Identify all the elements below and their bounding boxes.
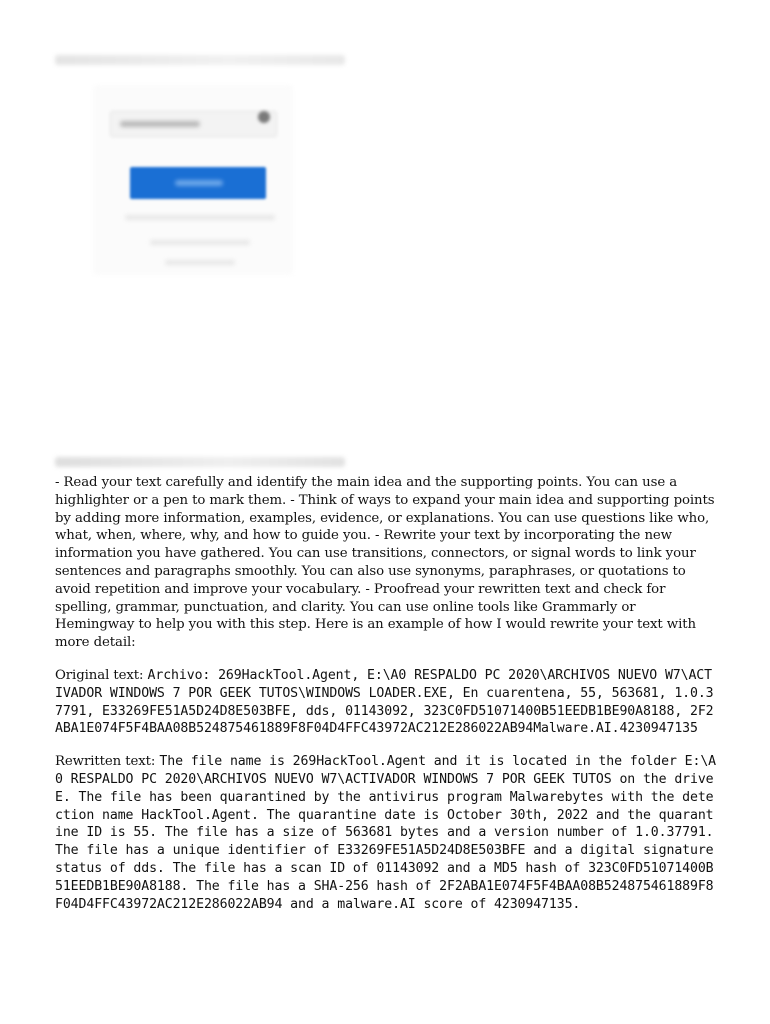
blurred-text-line (150, 240, 250, 245)
blurred-screenshot (55, 55, 345, 467)
document-body (55, 474, 717, 928)
original-text-paragraph (55, 667, 717, 738)
original-text-label: Original text: (55, 667, 144, 683)
blurred-text-line (165, 260, 235, 265)
original-text-value: Archivo: 269HackTool.Agent, E:\A0 RESPALDO PC 2020\ARCHIVOS NUEVO W7\ACTIVADOR WINDOWS 7 POR GEEK TUTOS\WINDOWS LOADER.EXE, En cuarentena, 55, 563681, 1.0.37791, E33269FE51A5D24D8E503BFE, dds, 01143092, 323C0FD51071400B51EEDB1BE90A8188, 2F2ABA1E074F5F4BAA08B524875461889F8F04D4FFC43972AC212E286022AB94Malware.AI.4230947135 (55, 667, 714, 737)
blurred-button-label (175, 180, 223, 186)
intro-paragraph: - Read your text carefully and identify the main idea and the supporting points. You can use a highlighter or a pen to mark them. - Think of ways to expand your main idea and supporting points by adding more information, examples, evidence, or explanations. You can use questions like who, what, when, where, why, and how to guide you. - Rewrite your text by incorporating the new information you have gathered. You can use transitions, connectors, or signal words to link your sentences and paragraphs smoothly. You can also use synonyms, paraphrases, or quotations to avoid repetition and improve your vocabulary. - Proofread your rewritten text and check for spelling, grammar, punctuation, and clarity. You can use online tools like Grammarly or Hemingway to help you with this step. Here is an example of how I would rewrite your text with more detail: (55, 475, 715, 651)
blurred-footer-bar (55, 457, 345, 467)
rewritten-text-label: Rewritten text: (55, 754, 156, 770)
blurred-header-bar (55, 55, 345, 65)
blurred-text-line (125, 215, 275, 220)
blurred-input-text (120, 121, 200, 127)
rewritten-text-paragraph (55, 753, 717, 913)
rewritten-text-value: The file name is 269HackTool.Agent and it is located in the folder E:\A0 RESPALDO PC 2020\ARCHIVOS NUEVO W7\ACTIVADOR WINDOWS 7 POR GEEK TUTOS on the drive E. The file has been quarantined by the antivirus program Malwarebytes with the detection name HackTool.Agent. The quarantine date is October 30th, 2022 and the quarantine ID is 55. The file has a size of 563681 bytes and a version number of 1.0.37791. The file has a unique identifier of E33269FE51A5D24D8E503BFE and a digital signature status of dds. The file has a scan ID of 01143092 and a MD5 hash of 323C0FD51071400B51EEDB1BE90A8188. The file has a SHA-256 hash of 2F2ABA1E074F5F4BAA08B524875461889F8F04D4FFC43972AC212E286022AB94 and a malware.AI score of 4230947135. (55, 754, 717, 912)
eye-icon (258, 111, 270, 123)
